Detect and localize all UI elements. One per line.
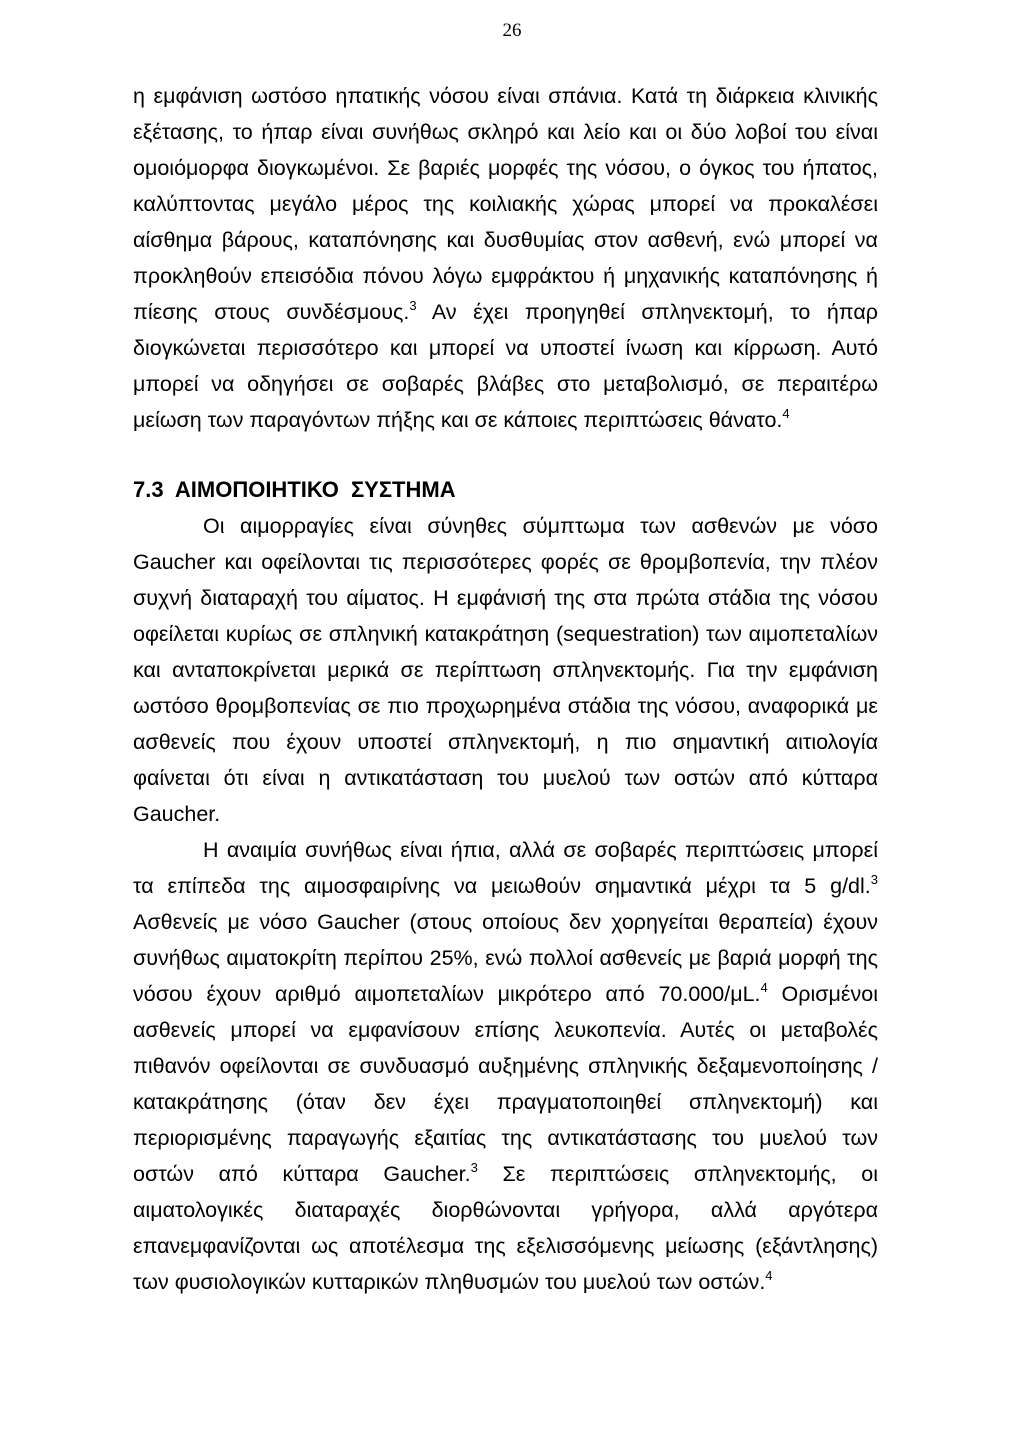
- paragraph-liver: [133, 78, 878, 438]
- page-number: 26: [502, 20, 522, 41]
- citation-superscript: 3: [409, 298, 417, 313]
- paragraph-text: Ορισμένοι ασθενείς μπορεί να εμφανίσουν επίσης λευκοπενία. Αυτές οι μεταβολές πιθανόν οφείλονται σε συνδυασμό αυξημένης σπληνικής δεξαμενοποίησης / κατακράτησης (όταν δεν έχει πραγματοποιηθεί σπληνεκτομή) και περιορισμένης παραγωγής εξαιτίας της αντικατάστασης του μυελού των οστών από κύτταρα Gaucher.: [133, 982, 878, 1186]
- document-body: [133, 78, 878, 1300]
- paragraph-text: Η αναιμία συνήθως είναι ήπια, αλλά σε σοβαρές περιπτώσεις μπορεί τα επίπεδα της αιμοσφαιρίνης να μειωθούν σημαντικά μέχρι τα 5 g/dl.: [133, 838, 878, 898]
- paragraph-text: Ασθενείς με νόσο Gaucher (στους οποίους δεν χορηγείται θεραπεία) έχουν συνήθως αιματοκρίτη περίπου 25%, ενώ πολλοί ασθενείς με βαριά μορφή της νόσου έχουν αριθμό αιμοπεταλίων μικρότερο από 70.000/μL.: [133, 910, 878, 1006]
- citation-superscript: 4: [765, 1268, 773, 1283]
- citation-superscript: 4: [760, 980, 768, 995]
- paragraph-text: Σε περιπτώσεις σπληνεκτομής, οι αιματολογικές διαταραχές διορθώνονται γρήγορα, αλλά αργότερα επανεμφανίζονται ως αποτέλεσμα της εξελισσόμενης μείωσης (εξάντλησης) των φυσιολογικών κυτταρικών πληθυσμών του μυελού των οστών.: [133, 1162, 879, 1294]
- citation-superscript: 3: [870, 872, 878, 887]
- paragraph-text: η εμφάνιση ωστόσο ηπατικής νόσου είναι σπάνια. Κατά τη διάρκεια κλινικής εξέτασης, το ήπαρ είναι συνήθως σκληρό και λείο και οι δύο λοβοί του είναι ομοιόμορφα διογκωμένοι. Σε βαριές μορφές της νόσου, ο όγκος του ήπατος, καλύπτοντας μεγάλο μέρος της κοιλιακής χώρας μπορεί να προκαλέσει αίσθημα βάρους, καταπόνησης και δυσθυμίας στον ασθενή, ενώ μπορεί να προκληθούν επεισόδια πόνου λόγω εμφράκτου ή μηχανικής καταπόνησης ή πίεσης στους συνδέσμους.: [133, 84, 878, 324]
- section-heading: 7.3 ΑΙΜΟΠΟΙΗΤΙΚΟ ΣΥΣΤΗΜΑ: [133, 477, 456, 502]
- paragraph-text: Αν έχει προηγηθεί σπληνεκτομή, το ήπαρ διογκώνεται περισσότερο και μπορεί να υποστεί ίνωση και κίρρωση. Αυτό μπορεί να οδηγήσει σε σοβαρές βλάβες στο μεταβολισμό, σε περαιτέρω μείωση των παραγόντων πήξης και σε κάποιες περιπτώσεις θάνατο.: [133, 300, 878, 432]
- paragraph-anemia: [133, 832, 878, 1300]
- citation-superscript: 3: [470, 1160, 478, 1175]
- citation-superscript: 4: [782, 406, 790, 421]
- paragraph-bleeding: Οι αιμορραγίες είναι σύνηθες σύμπτωμα των ασθενών με νόσο Gaucher και οφείλονται τις περισσότερες φορές σε θρομβοπενία, την πλέον συχνή διαταραχή του αίματος. Η εμφάνισή της στα πρώτα στάδια της νόσου οφείλεται κυρίως σε σπληνική κατακράτηση (sequestration) των αιμοπεταλίων και ανταποκρίνεται μερικά σε περίπτωση σπληνεκτομής. Για την εμφάνιση ωστόσο θρομβοπενίας σε πιο προχωρημένα στάδια της νόσου, αναφορικά με ασθενείς που έχουν υποστεί σπληνεκτομή, η πιο σημαντική αιτιολογία φαίνεται ότι είναι η αντικατάσταση του μυελού των οστών από κύτταρα Gaucher.: [133, 514, 878, 826]
